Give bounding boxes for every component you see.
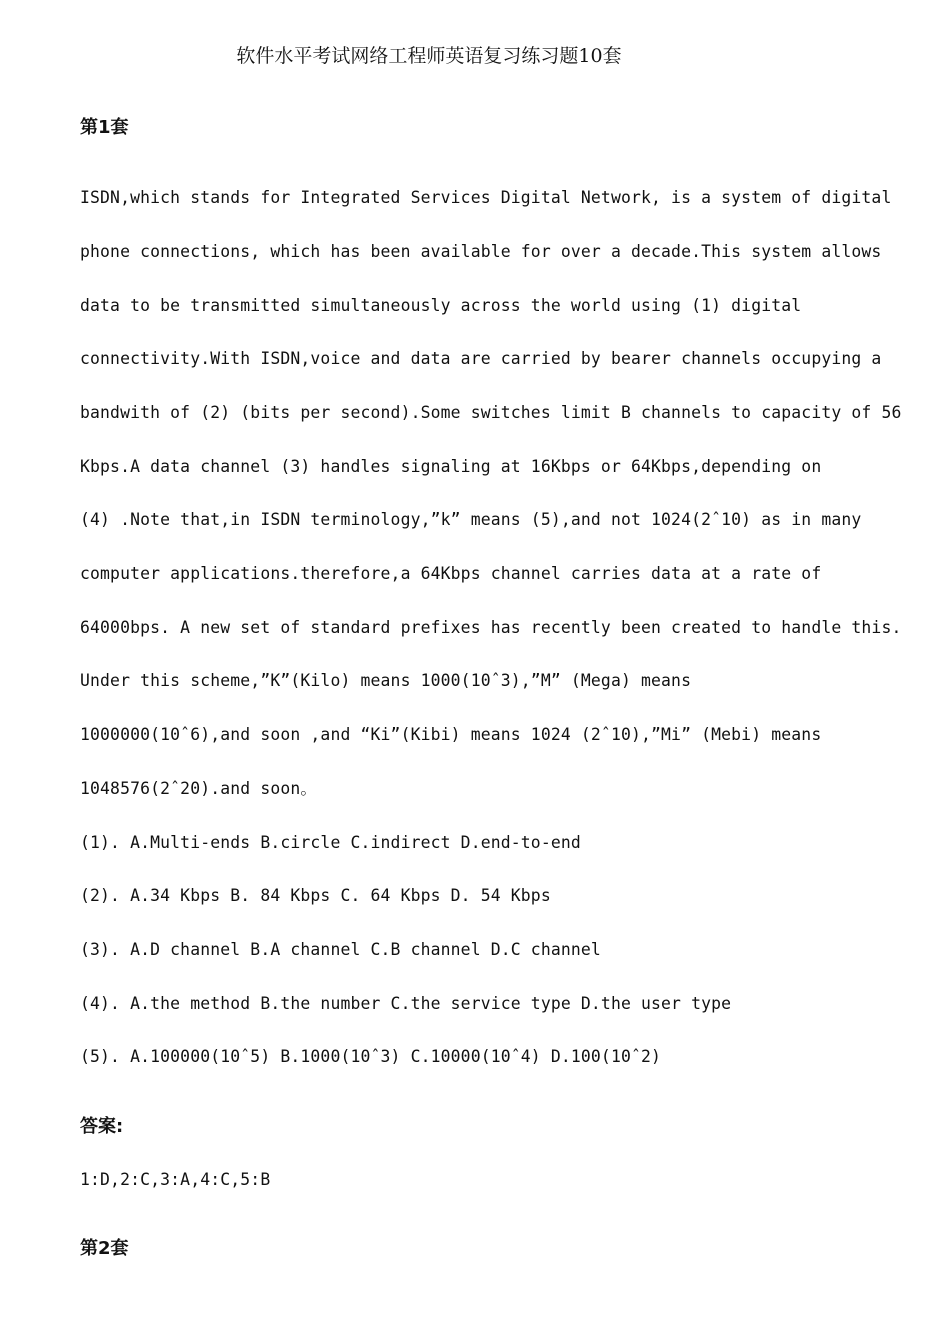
question-item: (1). A.Multi-ends B.circle C.indirect D.end-to-end [80, 833, 581, 852]
question-item: (2). A.34 Kbps B. 84 Kbps C. 64 Kbps D. 54 Kbps [80, 886, 551, 905]
question-item: (5). A.100000(10ˆ5) B.1000(10ˆ3) C.10000(10ˆ4) D.100(10ˆ2) [80, 1047, 662, 1066]
passage-line: data to be transmitted simultaneously across the world using (1) digital [80, 296, 802, 315]
passage-line: 1000000(10ˆ6),and soon ,and “Ki”(Kibi) means 1024 (2ˆ10),”Mi” (Mebi) means [80, 725, 822, 744]
passage-line: Under this scheme,”K”(Kilo) means 1000(10ˆ3),”M” (Mega) means [80, 671, 692, 690]
passage-line: connectivity.With ISDN,voice and data are carried by bearer channels occupying a [80, 349, 882, 368]
passage-line: (4) .Note that,in ISDN terminology,”k” means (5),and not 1024(2ˆ10) as in many [80, 510, 862, 529]
passage-line: bandwith of (2) (bits per second).Some switches limit B channels to capacity of 56 [80, 403, 902, 422]
passage-line: computer applications.therefore,a 64Kbps channel carries data at a rate of [80, 564, 822, 583]
passage-line: 64000bps. A new set of standard prefixes has recently been created to handle this. [80, 618, 902, 637]
set-2-heading: 第2套 [80, 1238, 129, 1259]
question-item: (4). A.the method B.the number C.the service type D.the user type [80, 994, 732, 1013]
passage-line: ISDN,which stands for Integrated Services Digital Network, is a system of digital [80, 188, 892, 207]
answer-key: 1:D,2:C,3:A,4:C,5:B [80, 1170, 271, 1189]
passage-line: Kbps.A data channel (3) handles signaling at 16Kbps or 64Kbps,depending on [80, 457, 822, 476]
document-title: 软件水平考试网络工程师英语复习练习题10套 [236, 45, 622, 67]
question-item: (3). A.D channel B.A channel C.B channel D.C channel [80, 940, 601, 959]
answer-label: 答案: [80, 1116, 124, 1137]
passage-line: 1048576(2ˆ20).and soon。 [80, 779, 317, 798]
set-1-heading: 第1套 [80, 117, 129, 138]
passage-line: phone connections, which has been available for over a decade.This system allows [80, 242, 882, 261]
